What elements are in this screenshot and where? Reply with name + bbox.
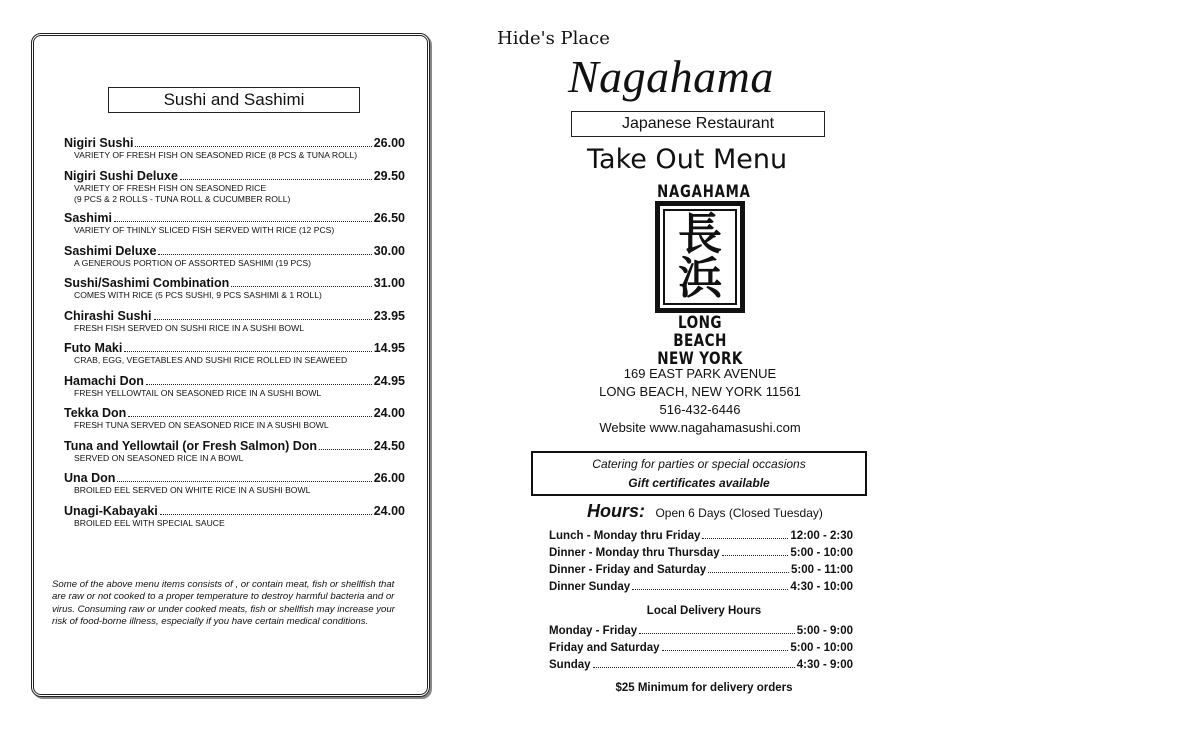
- item-name: Hamachi Don: [64, 373, 144, 388]
- item-price: 31.00: [373, 276, 405, 290]
- brand-name: Nagahama: [568, 51, 774, 102]
- item-name: Sashimi: [64, 211, 112, 225]
- item-name: Futo Maki: [64, 341, 123, 355]
- logo-top-text: NAGAHAMA: [657, 182, 751, 202]
- item-name: Chirashi Sushi: [64, 308, 152, 323]
- address-block: [560, 365, 840, 437]
- hours-row-time: 4:30 - 10:00: [790, 581, 853, 593]
- logo-kanji: 長: [678, 209, 722, 260]
- hours-row-time: 5:00 - 11:00: [790, 564, 853, 576]
- hours-row-time: 12:00 - 2:30: [790, 530, 853, 542]
- hours-list: [549, 530, 853, 598]
- item-description: BROILED EEL SERVED ON WHITE RICE IN A SUSHI BOWL: [74, 485, 311, 495]
- item-description: CRAB, EGG, VEGETABLES AND SUSHI RICE ROLLED IN SEAWEED: [74, 355, 348, 365]
- menu-list: [64, 136, 405, 536]
- item-name: Nigiri Sushi: [64, 136, 134, 150]
- item-name: Sashimi Deluxe: [64, 243, 157, 258]
- hours-row-time: 5:00 - 10:00: [790, 547, 853, 559]
- menu-item: [64, 471, 405, 504]
- item-price: 24.95: [373, 373, 405, 388]
- delivery-row-label: Monday - Friday: [549, 625, 638, 637]
- hours-row: [549, 564, 853, 581]
- menu-item: [64, 341, 405, 374]
- menu-item: [64, 374, 405, 407]
- item-description: A GENEROUS PORTION OF ASSORTED SASHIMI (19 PCS): [74, 257, 312, 268]
- delivery-row: [549, 659, 853, 676]
- hours-heading: [587, 501, 823, 522]
- item-price: 24.00: [373, 406, 405, 420]
- delivery-row-time: 4:30 - 9:00: [796, 659, 853, 671]
- item-price: 26.50: [373, 211, 405, 225]
- delivery-row-label: Sunday: [549, 659, 591, 671]
- phone-number: 516-432-6446: [659, 402, 741, 417]
- item-description: VARIETY OF FRESH FISH ON SEASONED RICE: [74, 182, 267, 193]
- menu-item: [64, 211, 405, 244]
- item-price: 24.00: [373, 503, 405, 518]
- item-description: SERVED ON SEASONED RICE IN A BOWL: [74, 452, 244, 463]
- item-description: VARIETY OF FRESH FISH ON SEASONED RICE (8 PCS & TUNA ROLL): [74, 150, 358, 160]
- delivery-row-time: 5:00 - 10:00: [790, 642, 853, 654]
- delivery-minimum: $25 Minimum for delivery orders: [615, 682, 793, 694]
- hours-label: Hours:: [587, 501, 645, 521]
- catering-box: [531, 451, 867, 496]
- delivery-hours-list: [549, 625, 853, 676]
- menu-item: [64, 136, 405, 169]
- delivery-row: [549, 625, 853, 642]
- street-address: 169 EAST PARK AVENUE: [623, 366, 777, 381]
- delivery-hours-title: Local Delivery Hours: [646, 605, 762, 617]
- item-description: (9 PCS & 2 ROLLS - TUNA ROLL & CUCUMBER ROLL): [74, 193, 291, 204]
- delivery-row-time: 5:00 - 9:00: [796, 625, 853, 637]
- hours-note: Open 6 Days (Closed Tuesday): [655, 506, 823, 520]
- item-price: 26.00: [373, 136, 405, 150]
- item-name: Nigiri Sushi Deluxe: [64, 168, 178, 183]
- item-description: COMES WITH RICE (5 PCS SUSHI, 9 PCS SASHIMI & 1 ROLL): [74, 290, 322, 300]
- item-name: Unagi-Kabayaki: [64, 503, 158, 518]
- item-description: FRESH TUNA SERVED ON SEASONED RICE IN A SUSHI BOWL: [74, 420, 329, 430]
- delivery-row: [549, 642, 853, 659]
- hours-row: [549, 581, 853, 598]
- item-name: Una Don: [64, 471, 116, 485]
- raw-food-disclaimer: Some of the above menu items consists of , or contain meat, fish or shellfish that are raw or not cooked to a proper temperature to destroy harmful bacteria and or virus. Consuming raw or under cooked meats, fish or shellfish may increase your risk of food-borne illness, especially if you have certain medical conditions.: [52, 579, 395, 627]
- menu-item: [64, 169, 405, 202]
- sushi-menu-panel: [31, 33, 430, 697]
- hours-row-label: Dinner - Friday and Saturday: [549, 564, 707, 576]
- gift-certificates-text: Gift certificates available: [628, 476, 770, 490]
- restaurant-type: Japanese Restaurant: [571, 111, 825, 137]
- item-name: Tekka Don: [64, 406, 127, 420]
- item-description: VARIETY OF THINLY SLICED FISH SERVED WITH RICE (12 PCS): [74, 225, 335, 235]
- item-price: 23.95: [373, 308, 405, 323]
- delivery-row-label: Friday and Saturday: [549, 642, 660, 654]
- hours-row-label: Dinner - Monday thru Thursday: [549, 547, 720, 559]
- item-price: 29.50: [373, 168, 405, 183]
- logo-bottom-text: [652, 314, 748, 368]
- logo-location-line: LONG BEACH: [673, 313, 727, 351]
- menu-item: [64, 406, 405, 439]
- item-price: 30.00: [373, 243, 405, 258]
- hours-row-label: Dinner Sunday: [549, 581, 631, 593]
- item-description: BROILED EEL WITH SPECIAL SAUCE: [74, 517, 225, 528]
- item-description: FRESH YELLOWTAIL ON SEASONED RICE IN A SUSHI BOWL: [74, 387, 322, 398]
- section-title: Sushi and Sashimi: [108, 87, 360, 113]
- logo-location-line: NEW YORK: [657, 349, 743, 369]
- hours-row: [549, 530, 853, 547]
- menu-item: [64, 439, 405, 472]
- item-name: Sushi/Sashimi Combination: [64, 276, 230, 290]
- subtitle-hides-place: Hide's Place: [497, 28, 610, 49]
- item-price: 24.50: [373, 438, 405, 453]
- nagahama-logo: [655, 201, 745, 313]
- hours-row-label: Lunch - Monday thru Friday: [549, 530, 701, 542]
- menu-item: [64, 504, 405, 537]
- menu-item: [64, 309, 405, 342]
- item-description: FRESH FISH SERVED ON SUSHI RICE IN A SUSHI BOWL: [74, 322, 305, 333]
- menu-item: [64, 244, 405, 277]
- website: Website www.nagahamasushi.com: [599, 420, 801, 435]
- takeout-menu-title: Take Out Menu: [587, 144, 788, 175]
- logo-kanji: 浜: [678, 253, 722, 304]
- item-price: 26.00: [373, 471, 405, 485]
- hours-row: [549, 547, 853, 564]
- item-name: Tuna and Yellowtail (or Fresh Salmon) Don: [64, 438, 318, 453]
- item-price: 14.95: [373, 341, 405, 355]
- city-address: LONG BEACH, NEW YORK 11561: [599, 384, 801, 399]
- catering-text: Catering for parties or special occasions: [592, 457, 806, 471]
- menu-item: [64, 276, 405, 309]
